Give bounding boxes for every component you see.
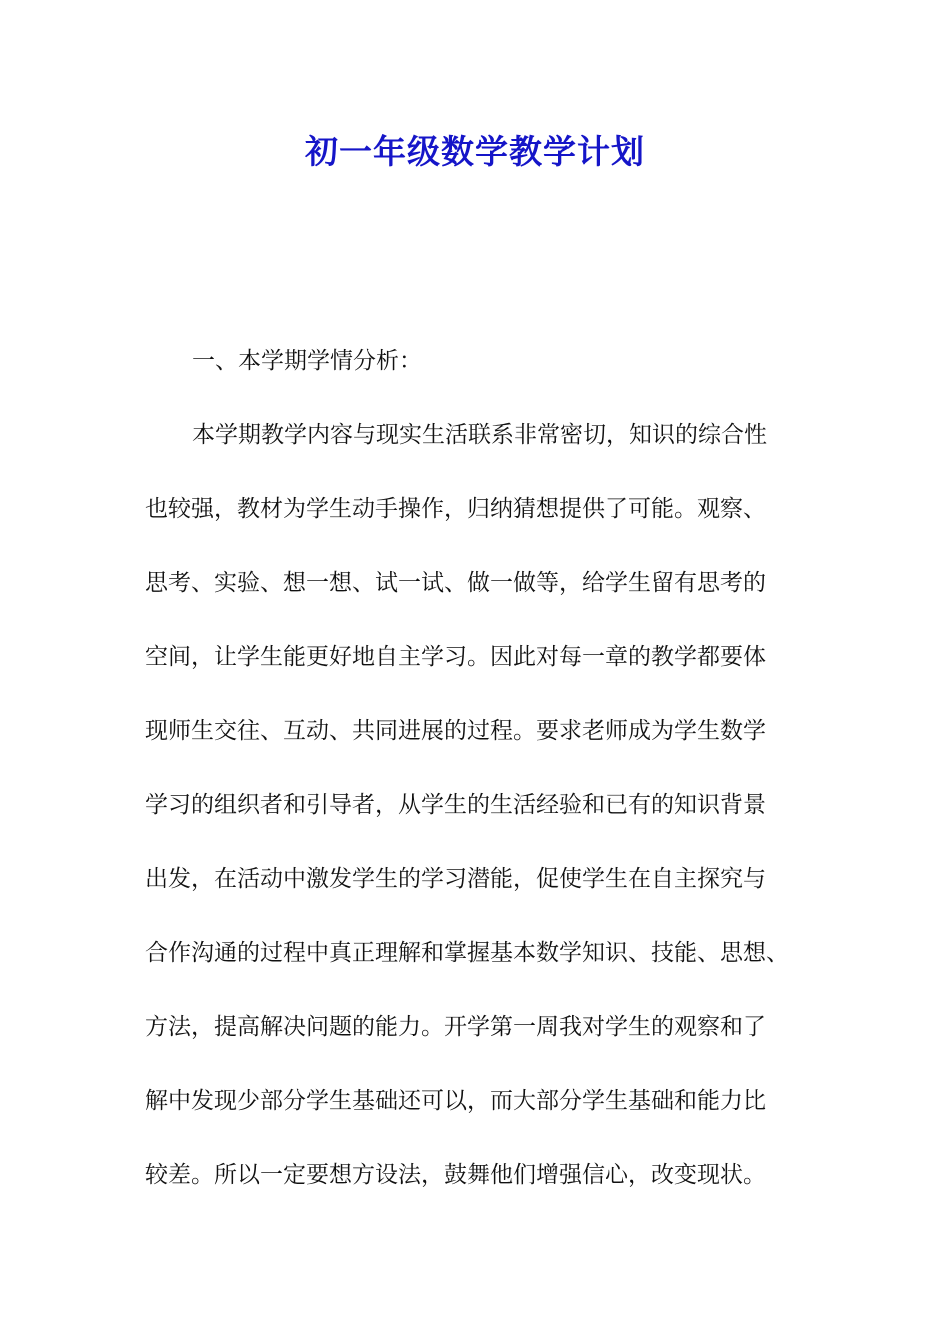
paragraph-line: 本学期教学内容与现实生活联系非常密切，知识的综合性 bbox=[192, 422, 767, 448]
paragraph-line: 方法，提高解决问题的能力。开学第一周我对学生的观察和了 bbox=[145, 1014, 766, 1040]
paragraph-line: 较差。所以一定要想方设法，鼓舞他们增强信心，改变现状。 bbox=[145, 1162, 766, 1188]
section-heading: 一、本学期学情分析： bbox=[192, 348, 422, 374]
paragraph-line: 学习的组织者和引导者，从学生的生活经验和已有的知识背景 bbox=[145, 792, 766, 818]
paragraph-line: 现师生交往、互动、共同进展的过程。要求老师成为学生数学 bbox=[145, 718, 766, 744]
paragraph-line: 空间，让学生能更好地自主学习。因此对每一章的教学都要体 bbox=[145, 644, 766, 670]
paragraph-line: 也较强，教材为学生动手操作，归纳猜想提供了可能。观察、 bbox=[145, 496, 766, 522]
document-title: 初一年级数学教学计划 bbox=[305, 132, 645, 171]
paragraph-line: 解中发现少部分学生基础还可以，而大部分学生基础和能力比 bbox=[145, 1088, 766, 1114]
paragraph-line: 合作沟通的过程中真正理解和掌握基本数学知识、技能、思想、 bbox=[145, 940, 789, 966]
paragraph-line: 出发，在活动中激发学生的学习潜能，促使学生在自主探究与 bbox=[145, 866, 766, 892]
paragraph-line: 思考、实验、想一想、试一试、做一做等，给学生留有思考的 bbox=[145, 570, 766, 596]
